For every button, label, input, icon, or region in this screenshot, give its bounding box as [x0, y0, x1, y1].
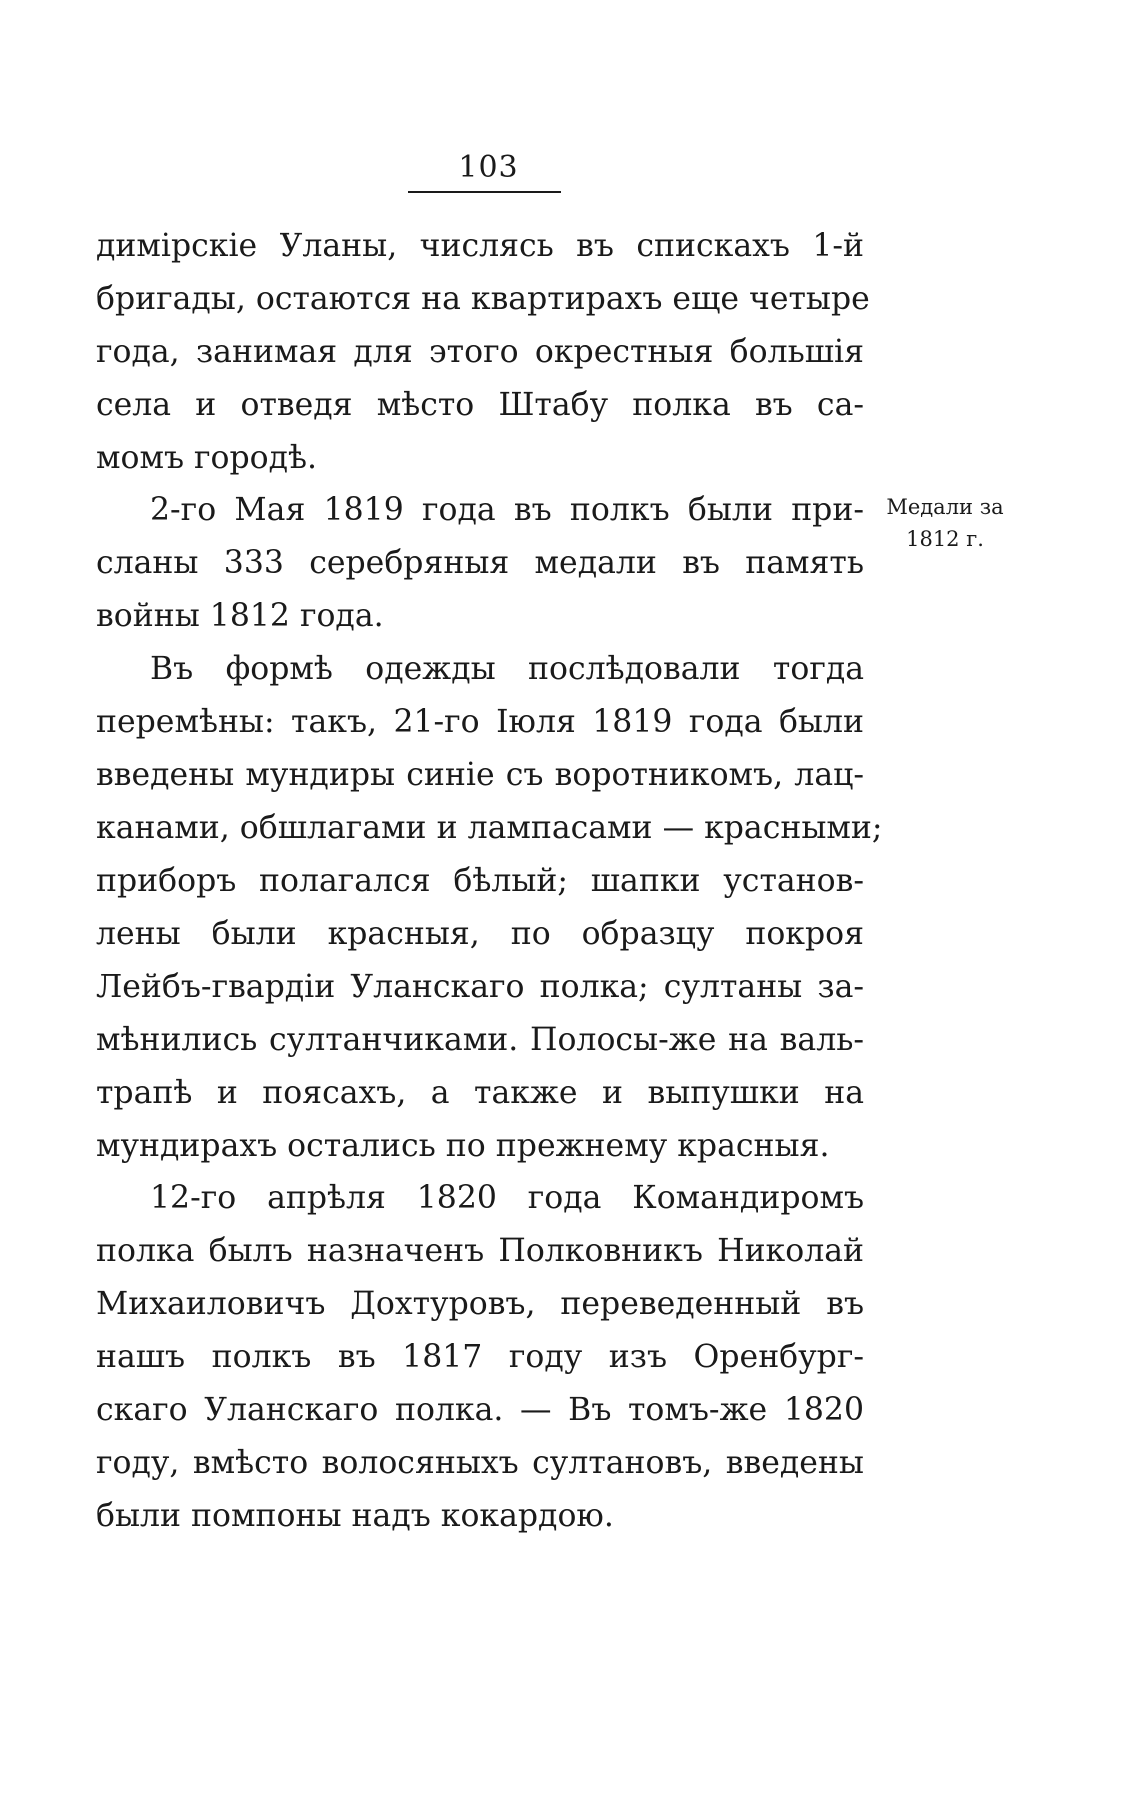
text-line: канами, обшлагами и лампасами — красными; — [96, 810, 883, 846]
text-line: Михаиловичъ Дохтуровъ, переведенный въ — [96, 1286, 864, 1322]
page-number: 103 — [458, 150, 519, 185]
text-line: введены мундиры синіе съ воротникомъ, лац- — [96, 757, 864, 793]
text-line: 2-го Мая 1819 года въ полкъ были при- — [150, 492, 864, 528]
text-line: момъ городѣ. — [96, 440, 318, 476]
text-line: бригады, остаются на квартирахъ еще четыре — [96, 281, 870, 317]
text-line: нашъ полкъ въ 1817 году изъ Оренбург- — [96, 1339, 864, 1375]
text-line: полка былъ назначенъ Полковникъ Николай — [96, 1233, 864, 1269]
text-line: Въ формѣ одежды послѣдовали тогда — [150, 651, 864, 687]
text-line: мундирахъ остались по прежнему красныя. — [96, 1128, 830, 1164]
text-line: села и отведя мѣсто Штабу полка въ са- — [96, 387, 864, 423]
margin-note-line-1: Медали за — [886, 495, 1004, 519]
text-line: мѣнились султанчиками. Полосы-же на валь- — [96, 1022, 864, 1058]
text-line: приборъ полагался бѣлый; шапки установ- — [96, 863, 864, 899]
text-line: скаго Уланскаго полка. — Въ томъ-же 1820 — [96, 1392, 864, 1428]
text-line: войны 1812 года. — [96, 598, 384, 634]
text-line: димірскіе Уланы, числясь въ спискахъ 1-й — [96, 228, 864, 264]
text-line: перемѣны: такъ, 21-го Іюля 1819 года были — [96, 704, 864, 740]
page-number-rule — [408, 191, 561, 193]
text-line: года, занимая для этого окрестныя большія — [96, 334, 864, 370]
text-line: были помпоны надъ кокардою. — [96, 1498, 614, 1534]
text-line: трапѣ и поясахъ, а также и выпушки на — [96, 1075, 864, 1111]
margin-note-line-2: 1812 г. — [906, 527, 984, 551]
text-line: 12-го апрѣля 1820 года Командиромъ — [150, 1180, 864, 1216]
text-line: Лейбъ-гвардіи Уланскаго полка; султаны за- — [96, 969, 864, 1005]
text-line: лены были красныя, по образцу покроя — [96, 916, 864, 952]
text-line: году, вмѣсто волосяныхъ султановъ, введены — [96, 1445, 864, 1481]
text-line: сланы 333 серебряныя медали въ память — [96, 545, 864, 581]
